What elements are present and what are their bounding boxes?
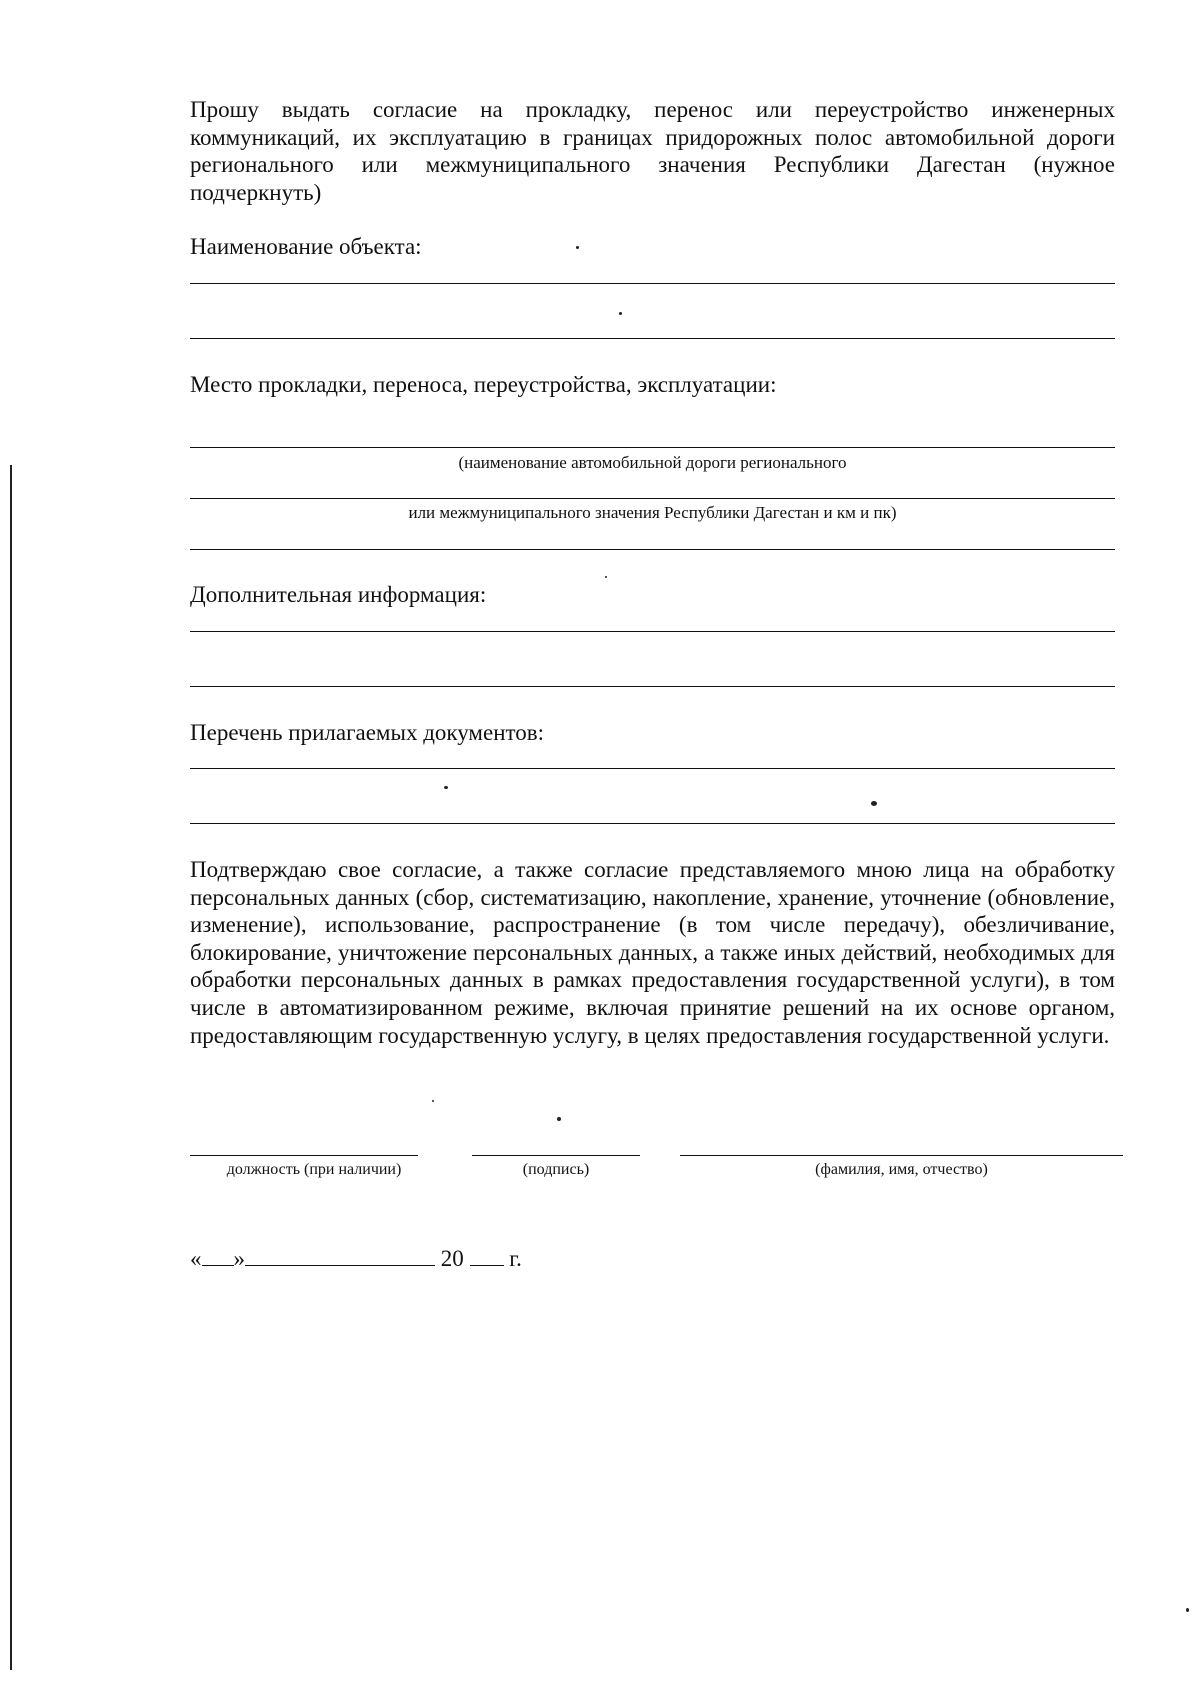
scan-speck [1186,1608,1189,1612]
date-year-prefix: 20 [440,1246,464,1271]
signature-caption: (подпись) [522,1161,590,1178]
scan-speck [871,801,877,806]
scan-speck [432,1100,434,1102]
date-close-quote: » [233,1246,245,1271]
request-text: Прошу выдать согласие на прокладку, перенос или переустройство инженерных коммуникаций, их эксплуатацию в границах придорожных полос автомобильной дороги регионального или межмуниципального значения Республики Дагестан (нужное подчеркнуть) [190,97,1115,205]
scan-speck [444,786,448,789]
date-year-suffix: г. [509,1246,522,1271]
location-line-1[interactable] [190,447,1115,448]
scan-speck [576,246,579,249]
additional-info-label: Дополнительная информация: [190,582,487,607]
date-row [190,1245,522,1272]
object-name-label: Наименование объекта: [190,234,422,259]
full-name-caption: (фамилия, имя, отчество) [815,1161,988,1178]
scan-page-edge [10,465,12,1670]
date-open-quote: « [190,1246,202,1271]
scan-speck [557,1117,561,1121]
consent-text: Подтверждаю свое согласие, а также согласие представляемого мною лица на обработку персональных данных (сбор, систематизацию, накопление, хранение, уточнение (обновление, изменение), использование, распространение (в том числе передачу), обезличивание, блокирование, уничтожение персональных данных, а также иных действий, необходимых для обработки персональных данных в рамках предоставления государственной услуги), в том числе в автоматизированном режиме, включая принятие решений на их основе органом, предоставляющим государственную услугу, в целях предоставления государственной услуги. [190,857,1115,1048]
documents-line-2[interactable] [190,823,1115,824]
scan-speck [605,576,607,578]
position-caption: должность (при наличии) [226,1161,402,1178]
scan-speck [619,312,622,315]
date-day-field[interactable] [202,1245,234,1266]
full-name-line[interactable] [680,1155,1123,1156]
date-month-field[interactable] [245,1245,435,1266]
location-caption-road: (наименование автомобильной дороги регионального [458,453,847,472]
location-line-3[interactable] [190,549,1115,550]
position-line[interactable] [190,1155,418,1156]
signature-line[interactable] [472,1155,640,1156]
object-name-line-1[interactable] [190,283,1115,284]
object-name-line-2[interactable] [190,338,1115,339]
additional-info-line-1[interactable] [190,631,1115,632]
location-line-2[interactable] [190,498,1115,499]
additional-info-line-2[interactable] [190,686,1115,687]
documents-line-1[interactable] [190,768,1115,769]
location-caption-km: или межмуниципального значения Республики Дагестан и км и пк) [408,503,897,522]
documents-label: Перечень прилагаемых документов: [190,720,545,745]
date-year-field[interactable] [470,1245,504,1266]
location-label: Место прокладки, переноса, переустройства, эксплуатации: [190,372,777,397]
